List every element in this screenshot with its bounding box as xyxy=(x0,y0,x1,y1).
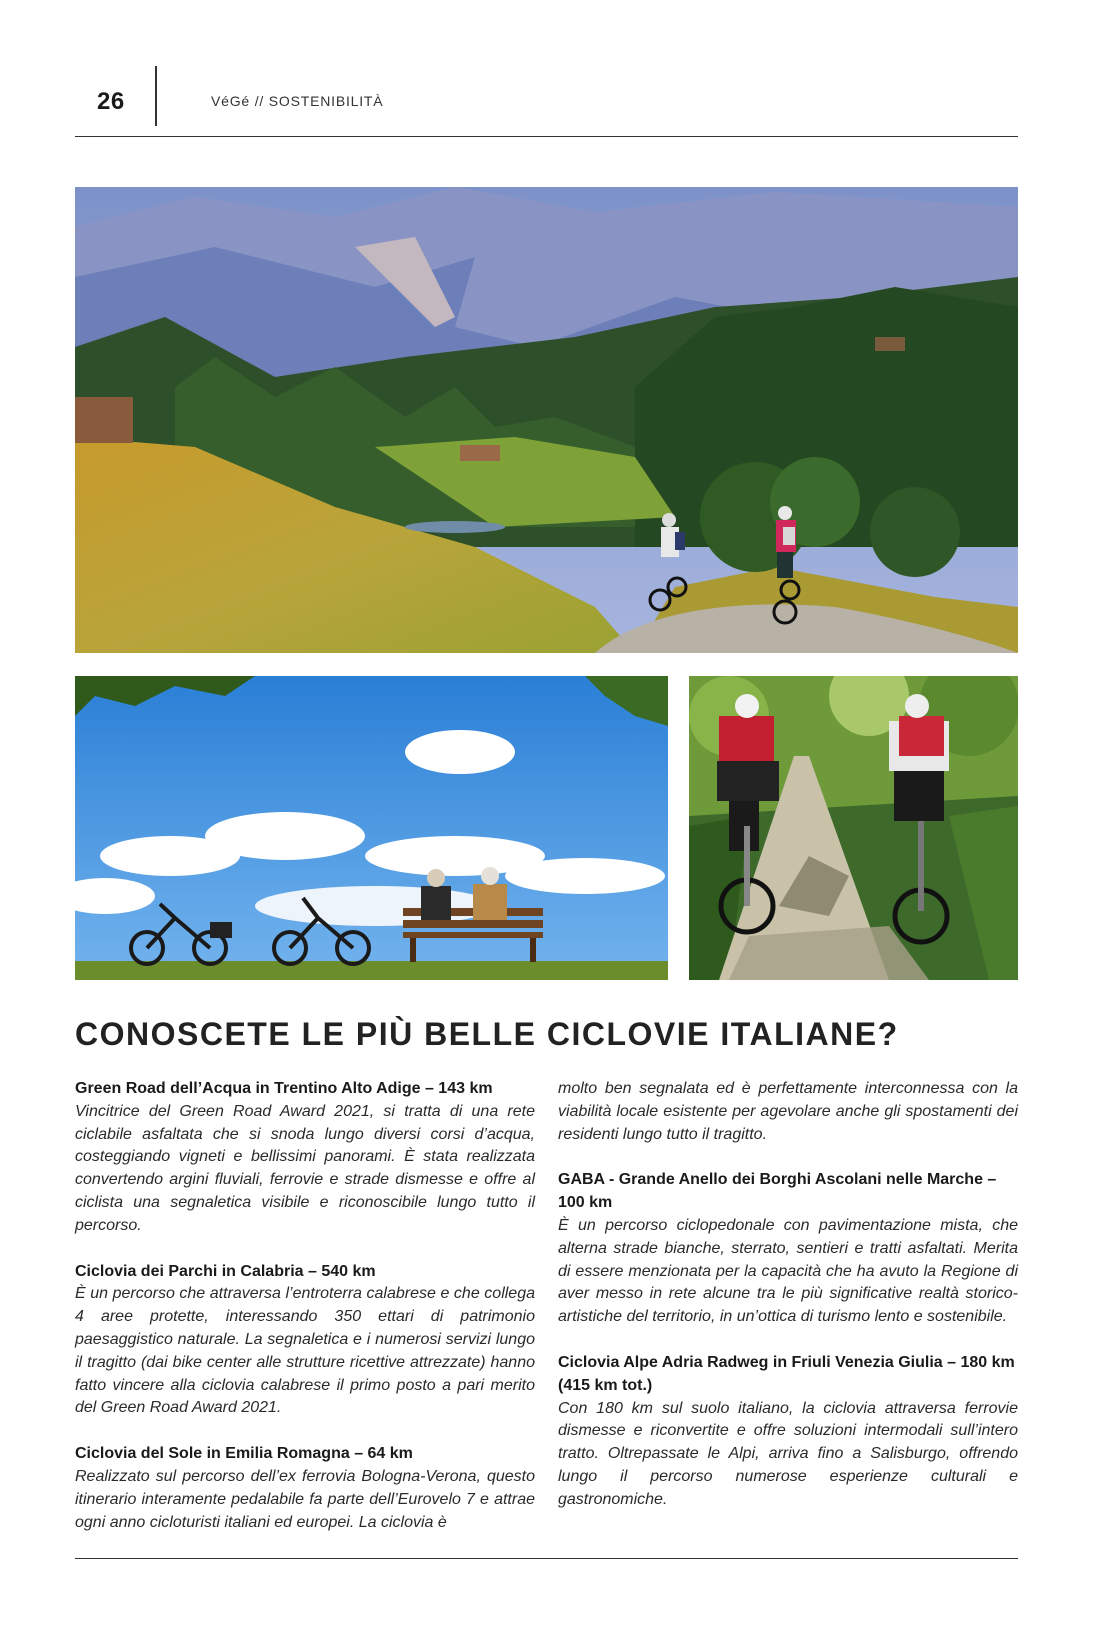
cycle-route-entry xyxy=(558,1169,1018,1329)
entry-body: Con 180 km sul suolo italiano, la ciclovia attraversa ferrovie dismesse e riconvertite e offre soluzioni intermodali sull’intero tratto. Oltrepassate le Alpi, arriva fino a Salisburgo, offrendo lungo il percorso numerose esperienze culturali e gastronomiche. xyxy=(558,1399,1018,1508)
entry-body: È un percorso che attraversa l’entroterra calabrese e che collega 4 aree protette, interessando 350 ettari di patrimonio paesaggistico naturale. La segnaletica e i numerosi servizi lungo il tragitto (dai bike center alle strutture ricettive attrezzate) hanno fatto vincere alla ciclovia calabrese il primo posto a pari merito del Green Road Award 2021. xyxy=(75,1285,535,1417)
article-headline: CONOSCETE LE PIÙ BELLE CICLOVIE ITALIANE? xyxy=(75,1016,899,1052)
entry-body-continued: molto ben segnalata ed è perfettamente interconnessa con la viabilità locale esistente per agevolare anche gli spostamenti dei residenti lungo tutto il tragitto. xyxy=(558,1080,1018,1143)
photo-forest-path-cyclists xyxy=(689,676,1018,980)
running-head: VéGé // SOSTENIBILITÀ xyxy=(211,93,384,109)
entry-title: GABA - Grande Anello dei Borghi Ascolani nelle Marche – 100 km xyxy=(558,1171,997,1212)
entry-title: Ciclovia del Sole in Emilia Romagna – 64 km xyxy=(75,1445,413,1463)
page-header xyxy=(75,62,1018,137)
article-column-left xyxy=(75,1078,535,1557)
footer-rule xyxy=(75,1558,1018,1559)
entry-body: Vincitrice del Green Road Award 2021, si tratta di una rete ciclabile asfaltata che si snoda lungo diversi corsi d’acqua, costeggiando vigneti e bellissimi panorami. È stata realizzata convertendo argini fluviali, ferrovie e strade dismesse e offre al ciclista una segnaletica visibile e riconoscibile lungo tutto il percorso. xyxy=(75,1102,535,1234)
page-number: 26 xyxy=(97,88,125,115)
header-divider xyxy=(155,66,157,126)
header-rule xyxy=(75,136,1018,137)
cycle-route-entry xyxy=(75,1078,535,1238)
cycle-route-entry-continued xyxy=(558,1078,1018,1146)
entry-title: Ciclovia dei Parchi in Calabria – 540 km xyxy=(75,1262,376,1280)
entry-body: Realizzato sul percorso dell’ex ferrovia Bologna-Verona, questo itinerario interamente pedalabile fa parte dell’Eurovelo 7 e attrae ogni anno cicloturisti italiani ed europei. La ciclovia è xyxy=(75,1467,535,1531)
entry-title: Ciclovia Alpe Adria Radweg in Friuli Venezia Giulia – 180 km (415 km tot.) xyxy=(558,1353,1015,1394)
article-column-right xyxy=(558,1078,1018,1535)
cycle-route-entry xyxy=(75,1443,535,1534)
photo-mountain-cyclists xyxy=(75,187,1018,653)
entry-body: È un percorso ciclopedonale con pavimentazione mista, che alterna strade bianche, sterrato, sentieri e tratti asfaltati. Merita di essere menzionata per la capacità che ha avuto la Regione di aver messo in rete alcune tra le più significative realtà storico-artistiche del territorio, in un’ottica di turismo lento e sostenibile. xyxy=(558,1216,1018,1326)
photo-bench-ebikes xyxy=(75,676,668,980)
cycle-route-entry xyxy=(558,1352,1018,1512)
entry-title: Green Road dell’Acqua in Trentino Alto Adige – 143 km xyxy=(75,1080,493,1097)
cycle-route-entry xyxy=(75,1261,535,1421)
